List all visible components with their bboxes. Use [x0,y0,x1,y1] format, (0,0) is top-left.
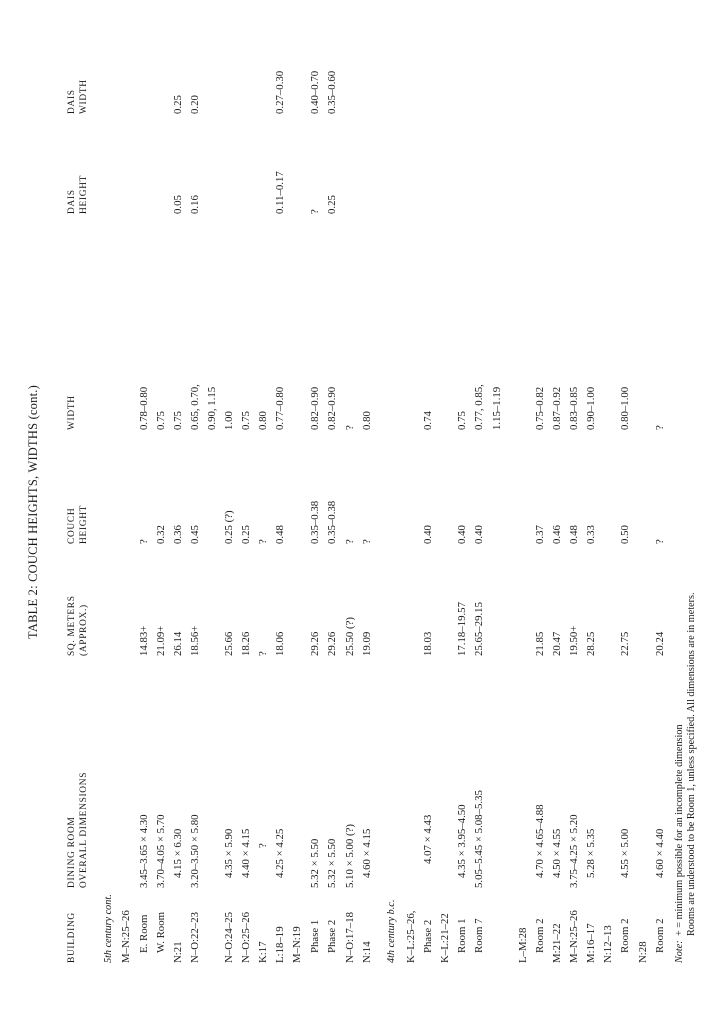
table-cell-width: 0.82–0.90 [309,386,321,430]
table-cell-couch-height: 0.33 [585,525,597,544]
table-cell-building: Phase 1 [309,919,321,953]
table-cell-dais-width: 0.27–0.30 [274,70,286,114]
column-header-dais-height-sub: HEIGHT [79,174,89,214]
table-cell-dais-height: ? [309,209,321,214]
table-cell-dining-room: 4.35 × 5.90 [223,828,235,878]
note-label: Note: [674,940,685,963]
table-cell-couch-height: ? [138,539,150,544]
table-cell-couch-height: ? [654,539,666,544]
table-cell-width: 0.75 [155,411,167,430]
table-cell-dining-room: 4.25 × 4.25 [274,828,286,878]
table-cell-width: 0.87–0.92 [551,386,563,430]
section-label: 5th century cont. [103,894,114,963]
table-cell-building: L:18–19 [274,926,286,963]
table-cell-width: 0.75–0.82 [534,386,546,430]
table-cell-sq-meters: 18.26 [240,631,252,656]
table-cell-sq-meters: 18.06 [274,631,286,656]
table-cell-couch-height: ? [344,539,356,544]
table-cell-dining-room: 3.70–4.05 × 5.70 [155,814,167,888]
table-cell-dining-room: 3.45–3.65 × 4.30 [138,814,150,888]
table-cell-width: 1.15–1.19 [491,386,503,430]
table-cell-dais-width: 0.25 [172,95,184,114]
table-cell-sq-meters: 20.47 [551,631,563,656]
table-cell-building: L–M:28 [517,927,529,963]
note-line: + = minimum possible for an incomplete dimension [674,724,685,936]
table-cell-dining-room: 5.10 × 5.00 (?) [344,824,356,888]
column-header-couch-height-sub: HEIGHT [79,504,89,544]
table-cell-building: N:14 [361,941,373,963]
table-cell-dining-room: 4.70 × 4.65–4.88 [534,804,546,878]
table-cell-couch-height: 0.40 [473,525,485,544]
table-cell-dining-room: 4.15 × 6.30 [172,828,184,878]
column-header-dining-room-sub: OVERALL DIMENSIONS [79,771,89,888]
table-cell-dais-height: 0.16 [189,195,201,214]
table-cell-dining-room: 5.32 × 5.50 [326,838,338,888]
table-cell-dining-room: 4.40 × 4.15 [240,828,252,878]
table-cell-width: 0.74 [422,411,434,430]
table-cell-dining-room: 4.50 × 4.55 [551,828,563,878]
table-cell-dais-width: 0.35–0.60 [326,70,338,114]
table-cell-couch-height: ? [361,539,373,544]
column-header-dining-room: DINING ROOM [67,816,77,888]
table-cell-sq-meters: ? [257,651,269,656]
table-cell-building: E. Room [138,914,150,953]
column-header-dais-height: DAIS [67,189,77,214]
table-cell-dais-width: 0.40–0.70 [309,70,321,114]
table-cell-couch-height: 0.35–0.38 [309,500,321,544]
table-cell-building: N:28 [637,941,649,963]
table-cell-building: W. Room [155,912,167,953]
table-cell-width: 0.75 [172,411,184,430]
column-header-dais-width: DAIS [67,89,77,114]
table-cell-building: N–O:25–26 [240,912,252,963]
table-cell-width: ? [654,425,666,430]
column-header-sq-meters-sub: (APPROX.) [79,604,89,656]
table-cell-couch-height: 0.45 [189,525,201,544]
table-cell-dining-room: ? [257,843,269,848]
table-cell-couch-height: 0.25 (?) [223,510,235,544]
table-cell-dining-room: 5.28 × 5.35 [585,828,597,878]
table-cell-couch-height: 0.40 [456,525,468,544]
table-cell-sq-meters: 25.66 [223,631,235,656]
table-cell-sq-meters: 18.56+ [189,625,201,656]
table-cell-dining-room: 4.60 × 4.15 [361,828,373,878]
table-cell-sq-meters: 21.09+ [155,625,167,656]
table-cell-building: M:16–17 [585,923,597,963]
table-cell-width: 0.83–0.85 [568,386,580,430]
table-cell-building: N:12–13 [602,925,614,963]
table-cell-couch-height: 0.46 [551,525,563,544]
table-cell-sq-meters: 18.03 [422,631,434,656]
table-cell-couch-height: 0.32 [155,525,167,544]
table-cell-sq-meters: 20.24 [654,631,666,656]
table-cell-couch-height: 0.25 [240,525,252,544]
table-cell-sq-meters: 19.09 [361,631,373,656]
table-cell-sq-meters: 29.26 [326,631,338,656]
table-cell-width: 0.90–1.00 [585,386,597,430]
table-cell-width: 0.80 [257,411,269,430]
table-cell-sq-meters: 22.75 [619,631,631,656]
table-cell-dais-height: 0.25 [326,195,338,214]
table-cell-width: 0.77, 0.85, [473,384,485,430]
table-cell-couch-height: 0.37 [534,525,546,544]
table-cell-building: N–O:24–25 [223,912,235,963]
table-cell-sq-meters: 21.85 [534,631,546,656]
table-cell-couch-height: ? [257,539,269,544]
table-title: TABLE 2: COUCH HEIGHTS, WIDTHS (cont.) [26,385,40,639]
section-label: 4th century b.c. [386,899,397,963]
table-cell-dining-room: 4.35 × 3.95–4.50 [456,804,468,878]
table-cell-dining-room: 3.75–4.25 × 5.20 [568,814,580,888]
table-cell-dais-height: 0.11–0.17 [274,171,286,214]
column-header-building: BUILDING [67,912,77,963]
column-header-couch-height: COUCH [67,507,77,544]
table-cell-dining-room: 4.60 × 4.40 [654,828,666,878]
table-cell-building: N–O:22–23 [189,912,201,963]
table-cell-building: K:17 [257,941,269,963]
table-cell-couch-height: 0.48 [568,525,580,544]
note-line: Rooms are understood to be Room 1, unless specified. All dimensions are in meters. [686,592,697,936]
table-cell-building: N–O:17–18 [344,912,356,963]
table-cell-sq-meters: 28.25 [585,631,597,656]
column-header-width: WIDTH [67,395,77,430]
table-cell-dais-width: 0.20 [189,95,201,114]
table-cell-building: M–N:19 [291,926,303,963]
table-cell-sq-meters: 29.26 [309,631,321,656]
table-cell-dais-height: 0.05 [172,195,184,214]
table-cell-sq-meters: 19.50+ [568,625,580,656]
table-cell-width: 0.82–0.90 [326,386,338,430]
table-cell-building: Phase 2 [422,919,434,953]
table-cell-building: Room 2 [654,918,666,953]
table-cell-building: K–L:21–22 [439,913,451,963]
table-cell-sq-meters: 25.50 (?) [344,617,356,656]
table-cell-building: M:21–22 [551,923,563,963]
column-header-dais-width-sub: WIDTH [79,79,89,114]
table-cell-dining-room: 5.05–5.45 × 5.08–5.35 [473,790,485,888]
table-cell-building: Room 2 [534,918,546,953]
table-cell-dining-room: 4.55 × 5.00 [619,828,631,878]
column-header-sq-meters: SQ. METERS [67,595,77,656]
table-cell-dining-room: 5.32 × 5.50 [309,838,321,888]
table-cell-sq-meters: 26.14 [172,631,184,656]
table-cell-width: 0.80 [361,411,373,430]
table-cell-building: N:21 [172,941,184,963]
table-cell-width: 0.65, 0.70, [189,384,201,430]
table-cell-couch-height: 0.50 [619,525,631,544]
table-cell-building: M–N:25–26 [120,910,132,963]
table-cell-width: 0.75 [456,411,468,430]
table-cell-sq-meters: 14.83+ [138,625,150,656]
table-cell-dining-room: 4.07 × 4.43 [422,814,434,864]
table-cell-building: Room 7 [473,918,485,953]
table-cell-width: 0.80–1.00 [619,386,631,430]
table-cell-width: 0.78–0.80 [138,386,150,430]
table-cell-sq-meters: 17.18–19.57 [456,602,468,656]
table-cell-width: 0.75 [240,411,252,430]
table-cell-couch-height: 0.48 [274,525,286,544]
table-cell-couch-height: 0.36 [172,525,184,544]
table-cell-width: 1.00 [223,411,235,430]
table-cell-width: ? [344,425,356,430]
table-cell-building: M–N:25–26 [568,910,580,963]
table-cell-width: 0.90, 1.15 [206,386,218,430]
table-cell-building: K–L:25–26, [405,910,417,963]
table-cell-sq-meters: 25.65–29.15 [473,602,485,656]
table-cell-building: Phase 2 [326,919,338,953]
table-cell-dining-room: 3.20–3.50 × 5.80 [189,814,201,888]
table-cell-building: Room 2 [619,918,631,953]
table-cell-building: Room 1 [456,918,468,953]
table-cell-couch-height: 0.40 [422,525,434,544]
table-cell-couch-height: 0.35–0.38 [326,500,338,544]
table-cell-width: 0.77–0.80 [274,386,286,430]
